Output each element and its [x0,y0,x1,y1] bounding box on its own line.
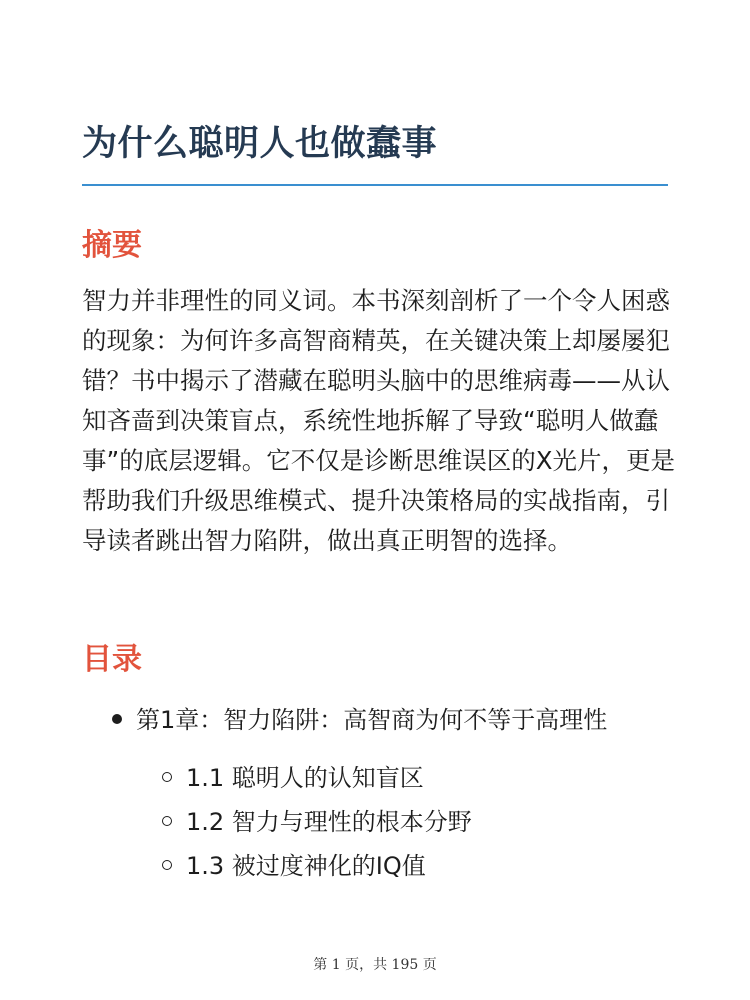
toc-section-1-3[interactable] [162,846,426,881]
bullet-disc-icon [112,714,122,724]
summary-text: 智力并非理性的同义词。本书深刻剖析了一个令人困惑的现象：为何许多高智商精英，在关键决策上却屡屡犯错？书中揭示了潜藏在聪明头脑中的思维病毒——从认知吝啬到决策盲点，系统性地拆解了导致“聪明人做蠢事”的底层逻辑。它不仅是诊断思维误区的X光片，更是帮助我们升级思维模式、提升决策格局的实战指南，引导读者跳出智力陷阱，做出真正明智的选择。 [82,286,675,555]
bullet-circle-icon [162,772,172,782]
toc-section-1-2[interactable] [162,802,472,837]
document-title: 为什么聪明人也做蠢事 [82,124,438,164]
title-divider [82,184,668,186]
toc-heading: 目录 [82,642,142,677]
toc-chapter-label: 第1章：智力陷阱：高智商为何不等于高理性 [136,706,608,734]
toc-section-label: 1.3 被过度神化的IQ值 [186,852,426,880]
bullet-circle-icon [162,860,172,870]
bullet-circle-icon [162,816,172,826]
toc-section-label: 1.2 智力与理性的根本分野 [186,808,472,836]
summary-heading: 摘要 [82,228,142,263]
toc-section-label: 1.1 聪明人的认知盲区 [186,764,424,792]
toc-chapter-1[interactable] [112,700,607,735]
page-footer: 第 1 页，共 195 页 [313,957,437,973]
toc-section-1-1[interactable] [162,758,424,793]
